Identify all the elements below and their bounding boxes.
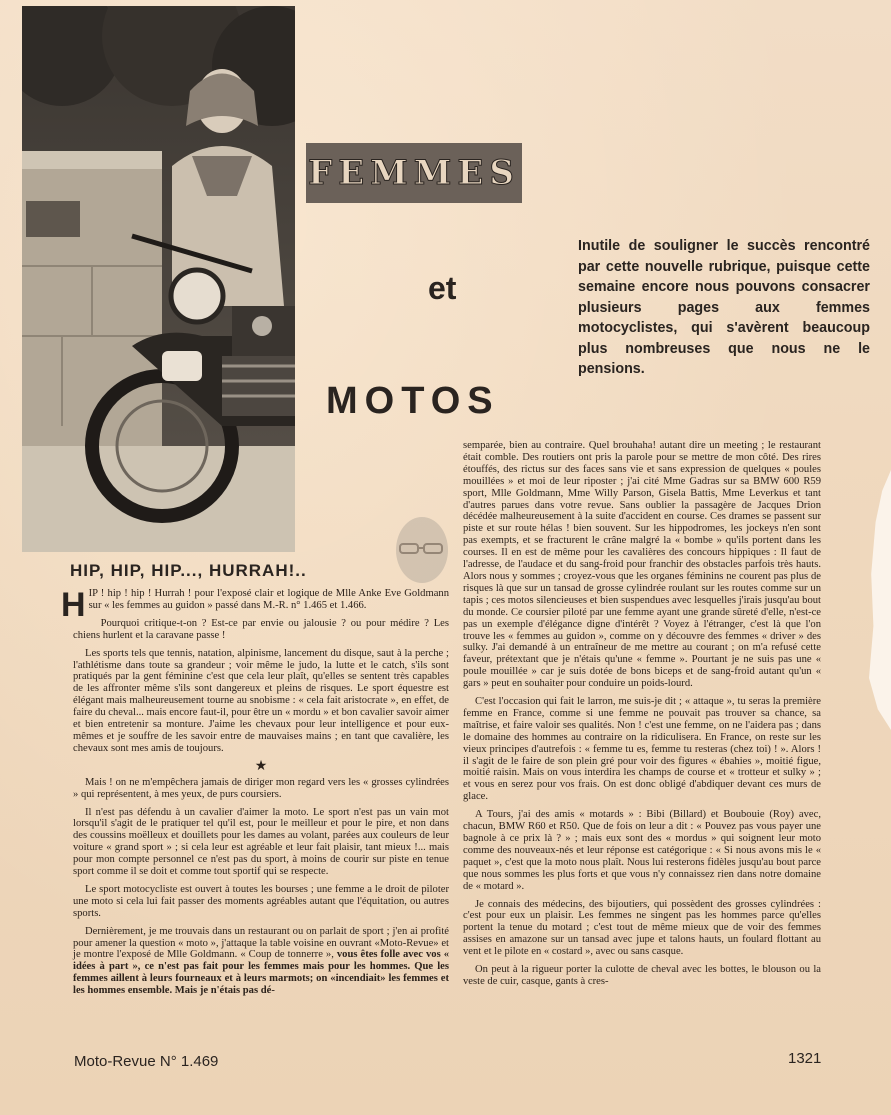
- col1-paragraph: Pourquoi critique-t-on ? Est-ce par envie ou jalousie ? ou pour médire ? Les chiens hurlent et la caravane passe !: [73, 617, 449, 641]
- author-portrait: [378, 510, 460, 592]
- col1-paragraph-bold: vous êtes folle avec vos « idées à part », ce n'est pas fait pour les femmes mais pour les hommes. Que les femmes aillent à leurs fourneaux et à leurs marmots; on «incendiait» les femmes et les hommes ensemble. Mais je n'étais pas dé-: [73, 949, 449, 997]
- col2-paragraph: Je connais des médecins, des bijoutiers, qui possèdent des grosses cylindrées : c'est pour eux un plaisir. Les femmes ne singent pas les hommes parce qu'elles portent la tenue du motard ; c'est tout de même mieux que de voir des femmes assises en amazone sur un tansad avec jupe et talons hauts, un foulard flottant au vent et le pilote en « costard », avec ou sans casque.: [463, 898, 821, 958]
- col1-paragraph: IP ! hip ! hip ! Hurrah ! pour l'exposé clair et logique de Mlle Anke Eve Goldmann sur « les femmes au guidon » passé dans M.-R. n° 1.465 et 1.466.: [88, 588, 449, 611]
- col1-paragraph: Mais ! on ne m'empêchera jamais de diriger mon regard vers les « grosses cylindrées » qui représentent, à mes yeux, de purs coursiers.: [73, 776, 449, 800]
- col1-paragraph: Le sport motocycliste est ouvert à toutes les bourses ; une femme a le droit de piloter une moto si cela lui fait passer des moments agréables autant que l'équitation, ou autres sports.: [73, 883, 449, 919]
- article-title: HIP, HIP, HIP..., HURRAH!..: [70, 561, 307, 580]
- torn-edge: [869, 470, 891, 730]
- headline-et: et: [428, 270, 457, 306]
- col1-paragraph: Les sports tels que tennis, natation, alpinisme, lancement du disque, saut à la perche ; l'athlétisme dans toute sa grandeur ; voir même le judo, la lutte et le catch, s'ils sont pratiqués par la gent féminine c'est que cela leur plaît, qu'elles se sentent très capables de les affronter même s'ils sont dangereux et pleins de risques. Le sport équestre est élégant mais malheureusement tourne au snobisme : « cela fait aristocrate », en effet, de faire du cheval... mais encore faut-il, pour être un « mordu » et bon cavalier savoir aimer et bien entretenir sa monture. J'aime les chevaux pour leur intelligence et pour eux-mêmes et je souffre de les savoir entre de mauvaises mains ; en tant que cavalière, les chevaux sont mes amis de toujours.: [73, 647, 449, 754]
- headline-femmes-box: [306, 143, 522, 203]
- woman-on-motorcycle-photo: [22, 6, 295, 552]
- magazine-issue: Moto-Revue N° 1.469: [74, 1053, 219, 1070]
- headline-motos: MOTOS: [326, 380, 500, 422]
- intro-paragraph: Inutile de souligner le succès rencontré par cette nouvelle rubrique, puisque cette semaine encore nous pouvons consacrer plusieurs pages aux femmes motocyclistes, qui s'avèrent beaucoup plus nombreuses que nous ne le pensions.: [578, 238, 870, 377]
- drop-cap: H: [61, 586, 86, 624]
- article-column-2: [463, 440, 821, 994]
- article-column-1: [61, 586, 449, 1003]
- col2-paragraph: semparée, bien au contraire. Quel brouhaha! autant dire un meeting ; le restaurant était comble. Des routiers ont pris la parole pour se mettre de mon côté. Des rires étouffés, des rictus sur des faces sans vie et sans expression de quelques « poules mouillées » et moi de leur riposter ; j'ai cité Mme Gadras sur sa BMW 600 R59 sport, Mlle Goldmann, Mme Willy Parson, Gisela Battis, Mme Leverkus et tant d'autres parues dans votre revue. Sans oublier la passagère de Jacques Drion décédée malheureusement à la suite d'accident en course. Ces drames se passent sur piste et sur route hélas ! bien souvent. Sur les hippodromes, les jockeys n'en sont pas exempts, et se fracturent le crâne malgré la « bombe » qu'ils portent dans les courses. Il en est de même pour les cavalières des concours hippiques : Il faut de l'adresse, de l'audace et du sang-froid pour franchir des obstacles parfois très hauts. Alors nous y sommes ; croyez-vous que les organes féminins ne courent pas plus de risques là que sur un tansad de grosse cylindrée roulant sur les routes comme sur un tapis ; ces motos silencieuses et bien suspendues avec lesquelles j'irais jusqu'au bout du monde. Ce coursier piloté par une femme ayant une grande sûreté d'elle, n'est-ce pas un exemple d'élégance digne d'intérêt ? Voyez à l'étranger, c'est là que l'on trouve les « femmes au guidon », comme on y découvre des femmes « driver » des sulky. J'ai demandé à un entraîneur de me mettre au courant ; on m'a refusé cette faveur, prétextant que je n'étais qu'une « femme ». Pourtant je ne suis pas une « poule mouillée » car je suis dotée de bons biceps et de sang-froid autant qu'un « gars » peut en souhaiter pour conduire un poids-lourd.: [463, 440, 821, 690]
- page-number: 1321: [788, 1050, 822, 1067]
- col2-paragraph: A Tours, j'ai des amis « motards » : Bibi (Billard) et Boubouie (Roy) avec, chacun, BMW R60 et R50. Que de fois on leur a dit : « Pouvez pas vous payer une bagnole à ce prix là ? » ; mais eux sont des « mordus » qui soignent leur moto comme des nouveaux-nés et leur réponse est catégorique : « Si nous avons mis le « paquet », c'est que la moto nous plaît. Nous lui resterons fidèles jusqu'au bout parce que nous sommes les plus forts et que vous n'y connaissez rien dans notre domaine de « motard ».: [463, 809, 821, 892]
- section-star: ★: [254, 758, 268, 774]
- col2-paragraph: On peut à la rigueur porter la culotte de cheval avec les bottes, le blouson ou la veste de cuir, casque, gants à cres-: [463, 964, 821, 987]
- col2-paragraph: C'est l'occasion qui fait le larron, me suis-je dit ; « attaque », tu seras la première femme en France, comme si une femme ne pouvait pas trouver sa chance, sa maîtrise, et faire valoir ses qualités. Non ! c'est une femme, on ne l'aidera pas ; dans le domaine des hommes au contraire on la ridiculisera. En France, on reste sur les vieux principes d'autrefois : « femme tu es, femme tu resteras (chez toi) ! ». Alors ! il s'agit de le faire de son plein gré pour voir des figures « ébahies », moitié figue, moitié raisin. Mais on vous interdira les champs de course et « trotteur et sulky » ; et vous en serez pour vos frais. On est donc obligé d'abdiquer devant ces murs de glace.: [463, 696, 821, 803]
- col1-paragraph: Il n'est pas défendu à un cavalier d'aimer la moto. Le sport n'est pas un vain mot lorsqu'il s'agit de le pratiquer tel qu'il est, pour le meilleur et pour le pire, et non dans des coussins moëlleux et douillets pour les dames au volant, parées aux couleurs de leur voiture « grand sport » ; si cela leur est agréable et leur fait plaisir, tant mieux !... mais pour mon compte personnel ce n'est pas du sport, à moins de courir sur piste en tenue sport comme il se doit et comme tout sportif qui se respecte.: [73, 806, 449, 878]
- col1-paragraph: Dernièrement, je me trouvais dans un restaurant ou on parlait de sport ; j'en ai profité pour amener la question « moto », j'attaque la table voisine en ouvrant «Moto-Revue» et je montre l'exposé de Mlle Goldmann. « Coup de tonnerre »,: [73, 925, 449, 961]
- headline-femmes: FEMMES: [308, 153, 520, 193]
